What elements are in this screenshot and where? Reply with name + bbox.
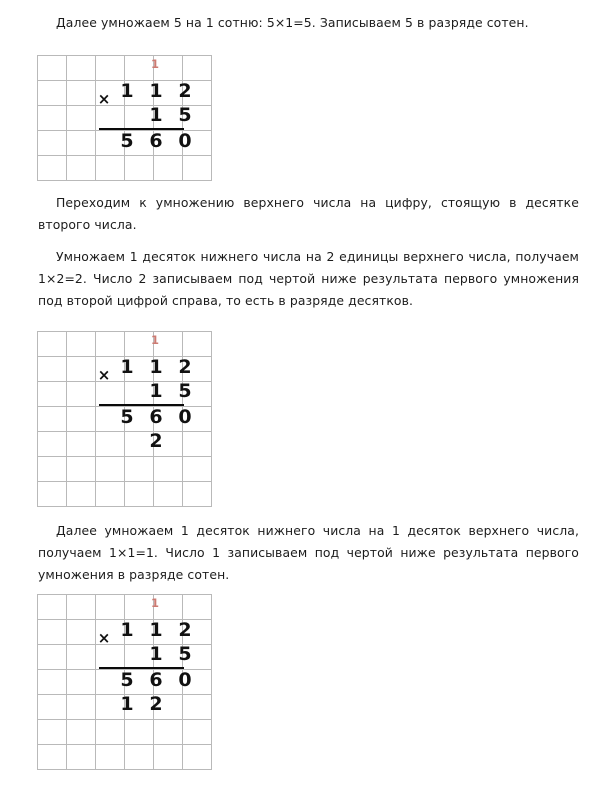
multiplier-digit-units: 5 [178,104,192,126]
grid-cell [154,595,183,620]
grid-cell [154,457,183,482]
grid-cell [96,482,125,507]
grid-lines-1 [37,55,212,181]
grid-row [38,56,212,81]
multiplier-digit-tens: 1 [149,104,163,126]
carry-digit: 1 [150,596,159,610]
grid-cell [154,156,183,181]
grid-row [38,695,212,720]
grid-cell [125,56,154,81]
grid-cell [38,56,67,81]
grid-cell [154,131,183,156]
second-partial-product-digit: 1 [120,693,134,715]
multiplicand-digit-tens: 1 [149,80,163,102]
grid-cell [67,357,96,382]
partial-product-digit: 0 [178,406,192,428]
grid-cell [96,81,125,106]
paragraph-step-3: Умножаем 1 десяток нижнего числа на 2 единицы верхнего числа, получаем 1×2=2. Число 2 записываем под чертой ниже результата первого умножения под второй цифрой справа, то есть в разряде десятков. [38,249,579,308]
grid-cell [154,357,183,382]
grid-cell [183,432,212,457]
grid-cell [38,156,67,181]
grid-cell [38,695,67,720]
multiplication-grid-2 [37,331,212,503]
grid-cell [183,645,212,670]
grid-cell [183,332,212,357]
grid-cell [67,645,96,670]
grid-cell [38,131,67,156]
partial-product-digit: 6 [149,669,163,691]
grid-cell [38,745,67,770]
grid-row [38,131,212,156]
grid-cell [67,670,96,695]
grid-cell [67,131,96,156]
grid-cell [38,457,67,482]
grid-cell [67,156,96,181]
grid-cell [154,720,183,745]
grid-cell [183,720,212,745]
grid-cell [96,620,125,645]
partial-product-digit: 6 [149,130,163,152]
grid-cell [183,131,212,156]
grid-cell [154,482,183,507]
grid-cell [125,670,154,695]
grid-cell [67,106,96,131]
grid-cell [154,620,183,645]
second-partial-product-digit: 2 [149,693,163,715]
grid-cell [67,620,96,645]
multiplicand-digit-units: 2 [178,356,192,378]
grid-cell [154,382,183,407]
partial-product-digit: 6 [149,406,163,428]
grid-cell [38,382,67,407]
multiplication-operator: × [97,629,111,647]
grid-row [38,720,212,745]
grid-cell [67,720,96,745]
grid-cell [67,56,96,81]
grid-cell [154,645,183,670]
multiplier-digit-units: 5 [178,380,192,402]
grid-cell [183,482,212,507]
grid-cell [183,156,212,181]
grid-cell [96,645,125,670]
multiplication-operator: × [97,90,111,108]
partial-product-digit: 5 [120,669,134,691]
grid-cell [125,457,154,482]
grid-cell [96,720,125,745]
grid-row [38,156,212,181]
grid-row [38,106,212,131]
grid-cell [38,332,67,357]
grid-cell [154,407,183,432]
multiplication-grid-3 [37,594,212,766]
grid-cell [38,620,67,645]
multiplicand-digit-hundreds: 1 [120,619,134,641]
grid-cell [125,156,154,181]
grid-row [38,357,212,382]
grid-cell [125,695,154,720]
grid-cell [96,357,125,382]
grid-cell [96,106,125,131]
grid-cell [125,645,154,670]
grid-cell [96,695,125,720]
grid-lines-2 [37,331,212,507]
partial-product-digit: 0 [178,130,192,152]
grid-cell [96,457,125,482]
multiplication-grid-1 [37,55,212,175]
multiplicand-digit-tens: 1 [149,619,163,641]
grid-cell [125,382,154,407]
grid-cell [67,482,96,507]
grid-cell [96,332,125,357]
grid-cell [183,106,212,131]
grid-cell [125,332,154,357]
grid-cell [183,745,212,770]
grid-row [38,620,212,645]
grid-cell [183,407,212,432]
multiplicand-digit-hundreds: 1 [120,356,134,378]
paragraph-step-2: Переходим к умножению верхнего числа на цифру, стоящую в десятке второго числа. [38,195,579,232]
grid-cell [154,695,183,720]
carry-digit: 1 [150,57,159,71]
grid-cell [67,745,96,770]
grid-cell [183,457,212,482]
grid-cell [67,457,96,482]
grid-cell [67,332,96,357]
grid-cell [125,432,154,457]
grid-cell [96,407,125,432]
grid-cell [38,357,67,382]
grid-cell [96,595,125,620]
grid-cell [183,595,212,620]
multiplication-operator: × [97,366,111,384]
grid-row [38,745,212,770]
grid-cell [96,670,125,695]
grid-cell [154,56,183,81]
grid-cell [96,156,125,181]
grid-cell [67,407,96,432]
grid-cell [154,81,183,106]
grid-cell [183,81,212,106]
grid-cell [125,106,154,131]
carry-digit: 1 [150,333,159,347]
grid-cell [125,357,154,382]
multiplier-digit-tens: 1 [149,643,163,665]
paragraph-step-4: Далее умножаем 1 десяток нижнего числа на 1 десяток верхнего числа, получаем 1×1=1. Число 1 записываем под чертой ниже результата первого умножения в разряде сотен. [38,523,579,582]
multiplicand-digit-units: 2 [178,80,192,102]
grid-row [38,382,212,407]
grid-cell [38,106,67,131]
partial-product-digit: 0 [178,669,192,691]
grid-cell [154,670,183,695]
grid-cell [96,745,125,770]
grid-cell [125,407,154,432]
grid-cell [183,670,212,695]
grid-cell [125,595,154,620]
grid-cell [125,131,154,156]
multiplicand-digit-hundreds: 1 [120,80,134,102]
grid-cell [154,745,183,770]
grid-row [38,432,212,457]
grid-row [38,645,212,670]
grid-cell [183,357,212,382]
grid-cell [154,106,183,131]
grid-cell [154,332,183,357]
multiplicand-digit-units: 2 [178,619,192,641]
grid-cell [38,407,67,432]
grid-row [38,457,212,482]
grid-cell [125,482,154,507]
grid-cell [183,620,212,645]
grid-cell [96,382,125,407]
grid-cell [38,645,67,670]
paragraph-step-1: Далее умножаем 5 на 1 сотню: 5×1=5. Записываем 5 в разряде сотен. [56,15,529,30]
grid-row [38,670,212,695]
grid-row [38,595,212,620]
grid-cell [38,595,67,620]
grid-cell [125,745,154,770]
grid-cell [38,720,67,745]
multiplier-digit-tens: 1 [149,380,163,402]
grid-row [38,482,212,507]
grid-cell [38,81,67,106]
grid-cell [183,695,212,720]
grid-cell [38,432,67,457]
grid-cell [183,382,212,407]
grid-cell [125,720,154,745]
second-partial-product-digit: 2 [149,430,163,452]
partial-product-digit: 5 [120,406,134,428]
grid-cell [183,56,212,81]
grid-cell [125,81,154,106]
grid-cell [96,56,125,81]
grid-cell [154,432,183,457]
grid-cell [67,81,96,106]
grid-lines-3 [37,594,212,770]
grid-cell [125,620,154,645]
grid-cell [38,670,67,695]
grid-cell [67,695,96,720]
multiplier-digit-units: 5 [178,643,192,665]
grid-cell [96,131,125,156]
grid-row [38,81,212,106]
partial-product-digit: 5 [120,130,134,152]
grid-cell [38,482,67,507]
grid-cell [67,432,96,457]
grid-row [38,332,212,357]
grid-cell [67,595,96,620]
multiplicand-digit-tens: 1 [149,356,163,378]
grid-row [38,407,212,432]
grid-cell [67,382,96,407]
grid-cell [96,432,125,457]
